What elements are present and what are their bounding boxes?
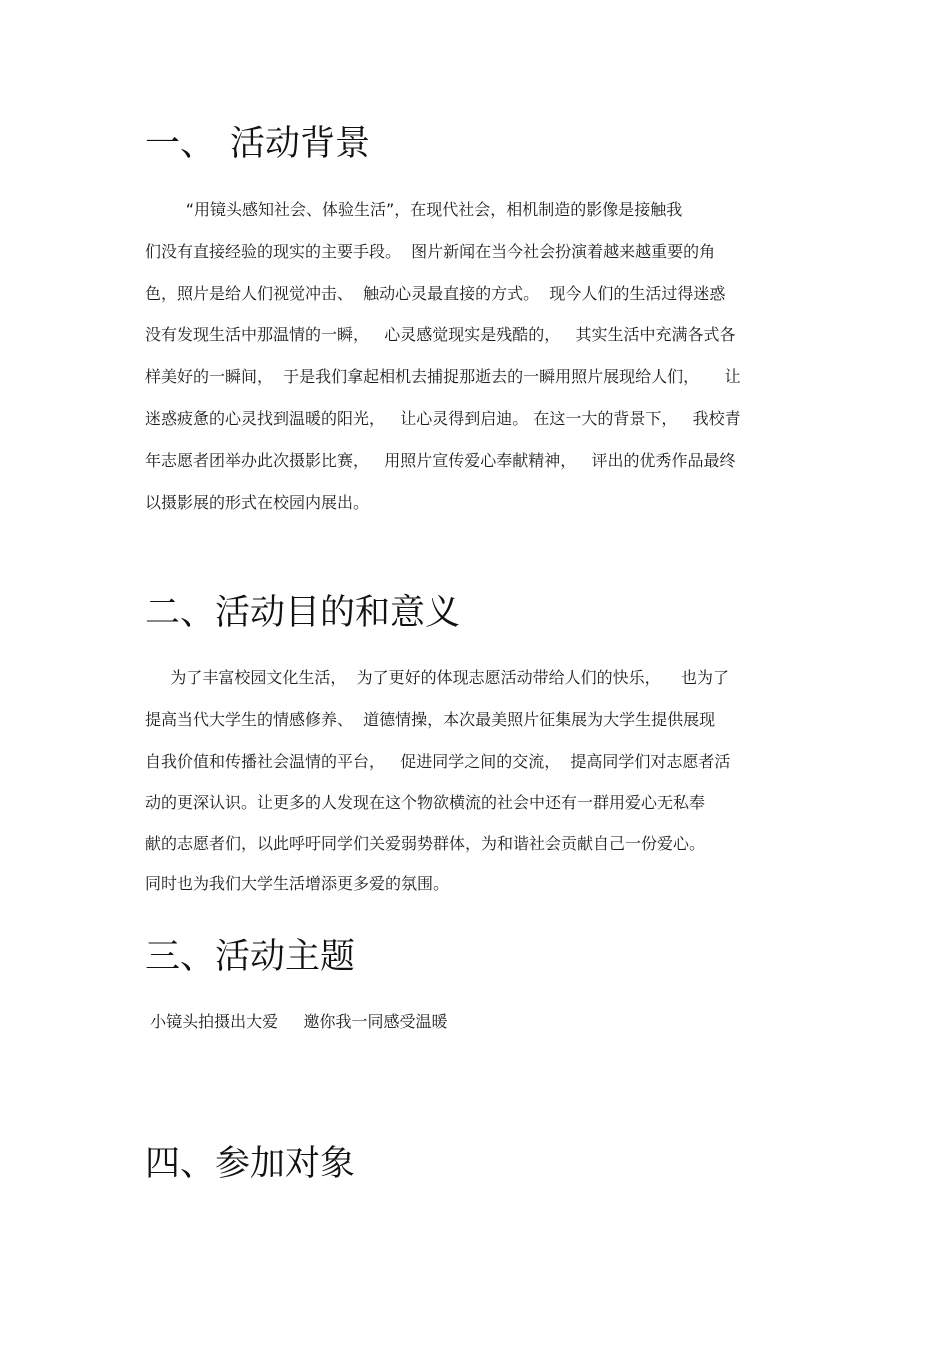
text-line: 小镜头拍摄出大爱 邀你我一同感受温暖 (145, 1012, 448, 1031)
section-number: 四、 (145, 1144, 216, 1184)
section-title: 活动目的和意义 (215, 593, 461, 633)
paragraph-theme (145, 1001, 448, 1043)
text-line: 献的志愿者们，以此呼吁同学们关爱弱势群体，为和谐社会贡献自己一份爱心。 (145, 834, 706, 854)
section-title: 活动主题 (215, 937, 356, 977)
text-line: 迷惑疲惫的心灵找到温暖的阳光， 让心灵得到启迪。 在这一大的背景下， 我校青 (145, 408, 741, 428)
section-title: 参加对象 (215, 1144, 356, 1184)
section-heading-participants (145, 1142, 355, 1186)
text-line: “用镜头感知社会、体验生活”，在现代社会，相机制造的影像是接触我 (145, 200, 683, 219)
text-line: 以摄影展的形式在校园内展出。 (145, 492, 370, 512)
section-number: 三、 (145, 937, 216, 977)
text-line: 样美好的一瞬间， 于是我们拿起相机去捕捉那逝去的一瞬用照片展现给人们， 让 (145, 367, 741, 387)
text-line: 动的更深认识。让更多的人发现在这个物欲横流的社会中还有一群用爱心无私奉 (145, 793, 706, 813)
section-heading-purpose (145, 591, 460, 635)
text-line: 同时也为我们大学生活增添更多爱的氛围。 (145, 874, 450, 894)
paragraph-background (145, 189, 741, 523)
text-line: 自我价值和传播社会温情的平台， 促进同学之间的交流， 提高同学们对志愿者活 (145, 751, 731, 771)
section-title: 活动背景 (230, 124, 371, 164)
section-heading-background (145, 122, 370, 166)
section-heading-theme (145, 935, 355, 979)
section-number: 一、 (145, 124, 216, 164)
text-line: 年志愿者团举办此次摄影比赛， 用照片宣传爱心奉献精神， 评出的优秀作品最终 (145, 450, 736, 470)
text-line: 为了丰富校园文化生活， 为了更好的体现志愿活动带给人们的快乐， 也为了 (145, 668, 729, 687)
text-line: 没有发现生活中那温情的一瞬， 心灵感觉现实是残酷的， 其实生活中充满各式各 (145, 325, 736, 345)
section-number: 二、 (145, 593, 216, 633)
text-line: 提高当代大学生的情感修养、 道德情操，本次最美照片征集展为大学生提供展现 (145, 709, 716, 729)
paragraph-purpose (145, 657, 730, 904)
text-line: 色，照片是给人们视觉冲击、 触动心灵最直接的方式。 现今人们的生活过得迷惑 (145, 283, 726, 303)
text-line: 们没有直接经验的现实的主要手段。 图片新闻在当今社会扮演着越来越重要的角 (145, 241, 716, 261)
